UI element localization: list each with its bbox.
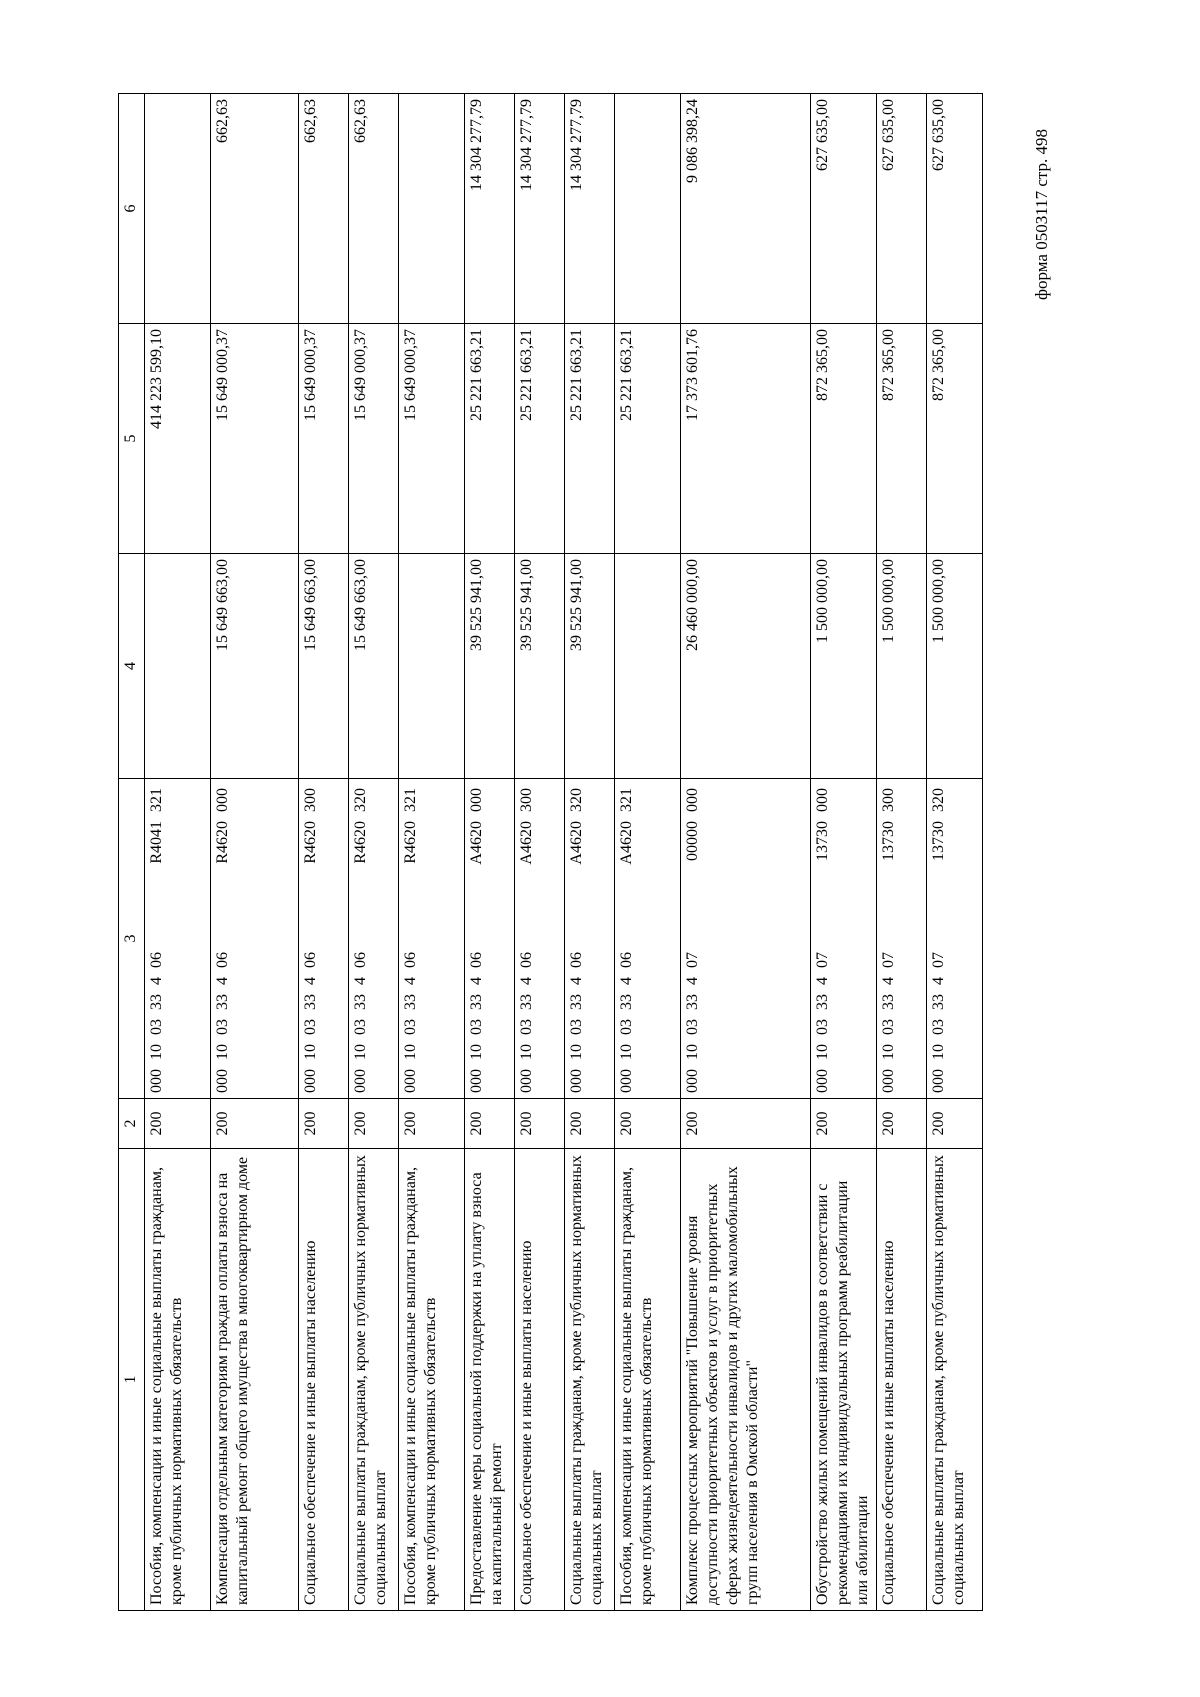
- code-part: А4620: [618, 821, 635, 865]
- code-part: 4: [214, 977, 231, 985]
- code-part: 07: [684, 952, 701, 968]
- code-part: 4: [518, 977, 535, 985]
- row-name: Социальное обеспечение и иные выплаты населению: [515, 1149, 565, 1611]
- executed-amount: 17 373 601,76: [681, 324, 811, 554]
- code-part: 03: [618, 1019, 635, 1035]
- code-part: 03: [814, 1019, 831, 1035]
- code-part: 13730: [814, 821, 831, 861]
- row-name: Пособия, компенсации и иные социальные выплаты гражданам, кроме публичных нормативных обязательств: [399, 1149, 465, 1611]
- approved-amount: [399, 554, 465, 779]
- code-part: 000: [880, 1069, 897, 1093]
- code-part: 320: [352, 788, 369, 812]
- unexecuted-amount: 14 304 277,79: [465, 94, 515, 324]
- code-part: 000: [814, 1069, 831, 1093]
- table-row: [615, 94, 681, 1611]
- column-header: 4: [119, 554, 145, 779]
- code-part: 03: [880, 1019, 897, 1035]
- code-part: 06: [468, 952, 485, 968]
- unexecuted-amount: 627 635,00: [877, 94, 927, 324]
- code-part: 33: [468, 994, 485, 1010]
- approved-amount: 1 500 000,00: [811, 554, 877, 779]
- code-part: 10: [352, 1044, 369, 1060]
- executed-amount: 25 221 663,21: [565, 324, 615, 554]
- code-part: 300: [302, 788, 319, 812]
- code-part: 000: [468, 1069, 485, 1093]
- unexecuted-amount: [399, 94, 465, 324]
- executed-amount: 414 223 599,10: [145, 324, 211, 554]
- code-part: 33: [568, 994, 585, 1010]
- table-row: [465, 94, 515, 1611]
- code-part: 33: [684, 994, 701, 1010]
- classification-code: [465, 779, 515, 1099]
- code-part: 33: [814, 994, 831, 1010]
- code-part: 000: [468, 788, 485, 812]
- code-part: 4: [814, 977, 831, 985]
- column-header: 2: [119, 1099, 145, 1149]
- code-part: 06: [214, 952, 231, 968]
- table-row: [927, 94, 983, 1611]
- table-row: [145, 94, 211, 1611]
- code-part: 03: [302, 1019, 319, 1035]
- line-code: 200: [565, 1099, 615, 1149]
- code-part: 33: [930, 994, 947, 1010]
- code-part: 03: [148, 1019, 165, 1035]
- code-part: 10: [468, 1044, 485, 1060]
- classification-code: [681, 779, 811, 1099]
- code-part: 4: [568, 977, 585, 985]
- unexecuted-amount: 662,63: [299, 94, 349, 324]
- column-header: 5: [119, 324, 145, 554]
- code-part: 000: [684, 1069, 701, 1093]
- code-part: 000: [402, 1069, 419, 1093]
- classification-code: [877, 779, 927, 1099]
- code-part: 4: [684, 977, 701, 985]
- code-part: 06: [618, 952, 635, 968]
- code-part: 4: [402, 977, 419, 985]
- code-part: 13730: [880, 821, 897, 861]
- code-part: 000: [568, 1069, 585, 1093]
- code-part: 33: [214, 994, 231, 1010]
- code-part: 06: [568, 952, 585, 968]
- code-part: 320: [568, 788, 585, 812]
- row-name: Компенсация отдельным категориям граждан оплаты взноса на капитальный ремонт общего имущества в многоквартирном доме: [211, 1149, 299, 1611]
- code-part: 000: [684, 788, 701, 812]
- code-part: 13730: [930, 821, 947, 861]
- approved-amount: [145, 554, 211, 779]
- table-row: [681, 94, 811, 1611]
- code-part: 4: [930, 977, 947, 985]
- code-part: 07: [930, 952, 947, 968]
- table-row: [515, 94, 565, 1611]
- code-part: 06: [352, 952, 369, 968]
- table-row: [877, 94, 927, 1611]
- line-code: 200: [811, 1099, 877, 1149]
- code-part: 4: [880, 977, 897, 985]
- code-part: 321: [148, 788, 165, 812]
- code-part: R4041: [148, 821, 165, 864]
- unexecuted-amount: 662,63: [349, 94, 399, 324]
- line-code: 200: [299, 1099, 349, 1149]
- code-part: 000: [930, 1069, 947, 1093]
- column-header: 6: [119, 94, 145, 324]
- unexecuted-amount: [145, 94, 211, 324]
- classification-code: [349, 779, 399, 1099]
- executed-amount: 15 649 000,37: [349, 324, 399, 554]
- code-part: 10: [402, 1044, 419, 1060]
- executed-amount: 872 365,00: [927, 324, 983, 554]
- code-part: 4: [148, 977, 165, 985]
- approved-amount: 39 525 941,00: [565, 554, 615, 779]
- code-part: 03: [930, 1019, 947, 1035]
- form-reference: форма 0503117 стр. 498: [1032, 129, 1051, 300]
- executed-amount: 15 649 000,37: [299, 324, 349, 554]
- code-part: 000: [214, 1069, 231, 1093]
- code-part: 321: [402, 788, 419, 812]
- code-part: 4: [618, 977, 635, 985]
- table-row: [349, 94, 399, 1611]
- approved-amount: 39 525 941,00: [515, 554, 565, 779]
- code-part: R4620: [402, 821, 419, 864]
- row-name: Обустройство жилых помещений инвалидов в соответствии с рекомендациями их индивидуальных программ реабилитации или абилитации: [811, 1149, 877, 1611]
- line-code: 200: [145, 1099, 211, 1149]
- code-part: R4620: [352, 821, 369, 864]
- table-row: [811, 94, 877, 1611]
- row-name: Социальные выплаты гражданам, кроме публичных нормативных социальных выплат: [565, 1149, 615, 1611]
- code-part: А4620: [568, 821, 585, 865]
- classification-code: [211, 779, 299, 1099]
- code-part: 03: [518, 1019, 535, 1035]
- code-part: 06: [302, 952, 319, 968]
- column-header: 3: [119, 779, 145, 1099]
- line-code: 200: [465, 1099, 515, 1149]
- code-part: 03: [214, 1019, 231, 1035]
- code-part: 10: [684, 1044, 701, 1060]
- code-part: 03: [402, 1019, 419, 1035]
- executed-amount: 15 649 000,37: [399, 324, 465, 554]
- classification-code: [299, 779, 349, 1099]
- code-part: R4620: [302, 821, 319, 864]
- code-part: 03: [568, 1019, 585, 1035]
- classification-code: [515, 779, 565, 1099]
- code-part: 300: [518, 788, 535, 812]
- code-part: 10: [568, 1044, 585, 1060]
- code-part: 03: [684, 1019, 701, 1035]
- code-part: 33: [880, 994, 897, 1010]
- budget-execution-table: [118, 93, 983, 1611]
- unexecuted-amount: 14 304 277,79: [565, 94, 615, 324]
- column-number-row: [119, 94, 145, 1611]
- unexecuted-amount: 627 635,00: [811, 94, 877, 324]
- code-part: 06: [148, 952, 165, 968]
- unexecuted-amount: 9 086 398,24: [681, 94, 811, 324]
- code-part: А4620: [468, 821, 485, 865]
- unexecuted-amount: 627 635,00: [927, 94, 983, 324]
- row-name: Социальное обеспечение и иные выплаты населению: [299, 1149, 349, 1611]
- code-part: 10: [148, 1044, 165, 1060]
- code-part: 10: [930, 1044, 947, 1060]
- code-part: 33: [518, 994, 535, 1010]
- table-row: [299, 94, 349, 1611]
- classification-code: [145, 779, 211, 1099]
- line-code: 200: [515, 1099, 565, 1149]
- executed-amount: 25 221 663,21: [515, 324, 565, 554]
- row-name: Социальные выплаты гражданам, кроме публичных нормативных социальных выплат: [349, 1149, 399, 1611]
- code-part: 00000: [684, 821, 701, 861]
- code-part: 000: [814, 788, 831, 812]
- code-part: 06: [518, 952, 535, 968]
- unexecuted-amount: [615, 94, 681, 324]
- approved-amount: 15 649 663,00: [299, 554, 349, 779]
- code-part: 10: [214, 1044, 231, 1060]
- code-part: 10: [302, 1044, 319, 1060]
- line-code: 200: [877, 1099, 927, 1149]
- code-part: 300: [880, 788, 897, 812]
- code-part: 33: [352, 994, 369, 1010]
- code-part: 000: [302, 1069, 319, 1093]
- row-name: Предоставление меры социальной поддержки на уплату взноса на капитальный ремонт: [465, 1149, 515, 1611]
- code-part: R4620: [214, 821, 231, 864]
- code-part: 000: [618, 1069, 635, 1093]
- table-row: [565, 94, 615, 1611]
- executed-amount: 25 221 663,21: [615, 324, 681, 554]
- approved-amount: 1 500 000,00: [927, 554, 983, 779]
- code-part: 10: [618, 1044, 635, 1060]
- executed-amount: 872 365,00: [811, 324, 877, 554]
- code-part: 33: [302, 994, 319, 1010]
- approved-amount: 39 525 941,00: [465, 554, 515, 779]
- code-part: 000: [148, 1069, 165, 1093]
- line-code: 200: [927, 1099, 983, 1149]
- code-part: 06: [402, 952, 419, 968]
- line-code: 200: [681, 1099, 811, 1149]
- executed-amount: 872 365,00: [877, 324, 927, 554]
- row-name: Социальное обеспечение и иные выплаты населению: [877, 1149, 927, 1611]
- code-part: 07: [814, 952, 831, 968]
- code-part: 10: [880, 1044, 897, 1060]
- table-row: [211, 94, 299, 1611]
- classification-code: [565, 779, 615, 1099]
- line-code: 200: [399, 1099, 465, 1149]
- code-part: 10: [814, 1044, 831, 1060]
- executed-amount: 15 649 000,37: [211, 324, 299, 554]
- code-part: 000: [214, 788, 231, 812]
- row-name: Социальные выплаты гражданам, кроме публичных нормативных социальных выплат: [927, 1149, 983, 1611]
- code-part: 03: [468, 1019, 485, 1035]
- approved-amount: 26 460 000,00: [681, 554, 811, 779]
- code-part: 33: [618, 994, 635, 1010]
- code-part: А4620: [518, 821, 535, 865]
- line-code: 200: [615, 1099, 681, 1149]
- code-part: 4: [352, 977, 369, 985]
- line-code: 200: [349, 1099, 399, 1149]
- executed-amount: 25 221 663,21: [465, 324, 515, 554]
- classification-code: [615, 779, 681, 1099]
- code-part: 03: [352, 1019, 369, 1035]
- column-header: 1: [119, 1149, 145, 1611]
- classification-code: [811, 779, 877, 1099]
- code-part: 321: [618, 788, 635, 812]
- row-name: Пособия, компенсации и иные социальные выплаты гражданам, кроме публичных нормативных обязательств: [615, 1149, 681, 1611]
- code-part: 000: [352, 1069, 369, 1093]
- code-part: 4: [302, 977, 319, 985]
- row-name: Комплекс процессных мероприятий "Повышение уровня доступности приоритетных объектов и услуг в приоритетных сферах жизнедеятельности инвалидов и других маломобильных групп населения в Омской области": [681, 1149, 811, 1611]
- code-part: 000: [518, 1069, 535, 1093]
- row-name: Пособия, компенсации и иные социальные выплаты гражданам, кроме публичных нормативных обязательств: [145, 1149, 211, 1611]
- code-part: 33: [402, 994, 419, 1010]
- unexecuted-amount: 662,63: [211, 94, 299, 324]
- approved-amount: 15 649 663,00: [349, 554, 399, 779]
- code-part: 4: [468, 977, 485, 985]
- line-code: 200: [211, 1099, 299, 1149]
- code-part: 320: [930, 788, 947, 812]
- classification-code: [399, 779, 465, 1099]
- approved-amount: 1 500 000,00: [877, 554, 927, 779]
- table-row: [399, 94, 465, 1611]
- classification-code: [927, 779, 983, 1099]
- code-part: 07: [880, 952, 897, 968]
- code-part: 33: [148, 994, 165, 1010]
- unexecuted-amount: 14 304 277,79: [515, 94, 565, 324]
- code-part: 10: [518, 1044, 535, 1060]
- approved-amount: [615, 554, 681, 779]
- rotated-page: [118, 94, 1075, 1611]
- approved-amount: 15 649 663,00: [211, 554, 299, 779]
